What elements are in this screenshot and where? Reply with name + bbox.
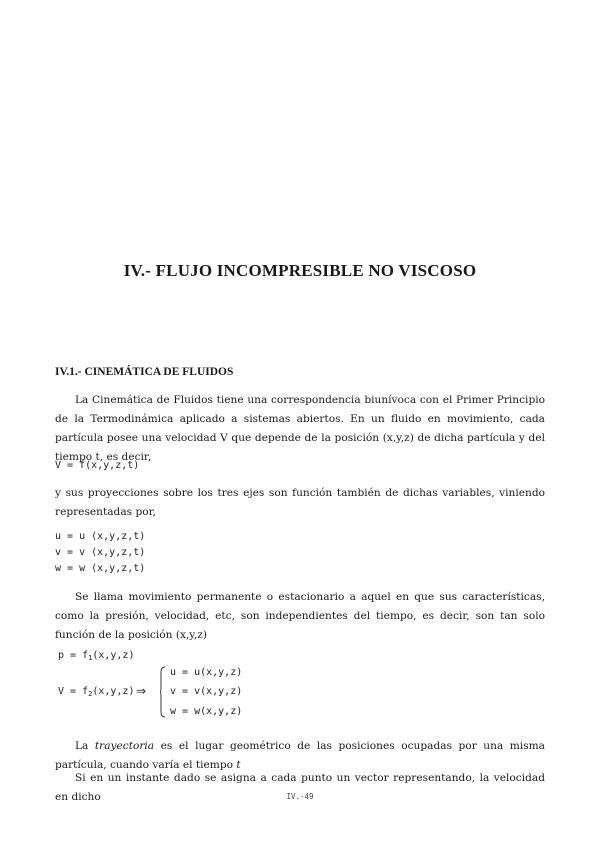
implies-symbol: ⇒ xyxy=(136,684,147,698)
paragraph-5: Si en un instante dado se asigna a cada punto un vector representando, la velocidad en dicho xyxy=(55,772,545,803)
section-title: IV.1.- CINEMÁTICA DE FLUIDOS xyxy=(55,366,234,378)
paragraph-4: La trayectoria es el lugar geométrico de las posiciones ocupadas por una misma partícula, cuando varía el tiempo t xyxy=(55,740,545,771)
page-number: IV.-49 xyxy=(286,792,314,801)
chapter-title: IV.- FLUJO INCOMPRESIBLE NO VISCOSO xyxy=(123,261,477,280)
system-equation-u: u = u(x,y,z) xyxy=(170,667,243,678)
equation-pressure: $p = f_1(x,y,z)$ xyxy=(58,650,135,662)
term-trayectoria: trayectoria xyxy=(94,740,155,752)
equation-velocity-steady: $V = f_2(x,y,z)$ xyxy=(58,686,135,698)
paragraph-3: Se llama movimiento permanente o estacionario a aquel en que sus características, como la presión, velocidad, etc, son independientes del tiempo, es decir, son tan solo función de la posición (x,y,z) xyxy=(55,591,545,641)
equation-component-u: u = u (x,y,z,t) xyxy=(55,531,146,542)
brace-icon xyxy=(160,666,166,718)
paragraph-1: La Cinemática de Fluidos tiene una correspondencia biunívoca con el Primer Principio de la Termodinámica aplicado a sistemas abiertos. En un fluido en movimiento, cada partícula posee una velocidad V que depende de la posición (x,y,z) de dicha partícula y del tiempo t, es decir, xyxy=(55,394,545,463)
equation-component-w: w = w (x,y,z,t) xyxy=(55,563,146,574)
equation-component-v: v = v (x,y,z,t) xyxy=(55,547,146,558)
equation-velocity: V = f(x,y,z,t) xyxy=(55,460,140,471)
system-equation-v: v = v(x,y,z) xyxy=(170,686,243,697)
system-equation-w: w = w(x,y,z) xyxy=(170,706,243,717)
paragraph-2: y sus proyecciones sobre los tres ejes son función también de dichas variables, viniendo representadas por, xyxy=(55,487,545,518)
